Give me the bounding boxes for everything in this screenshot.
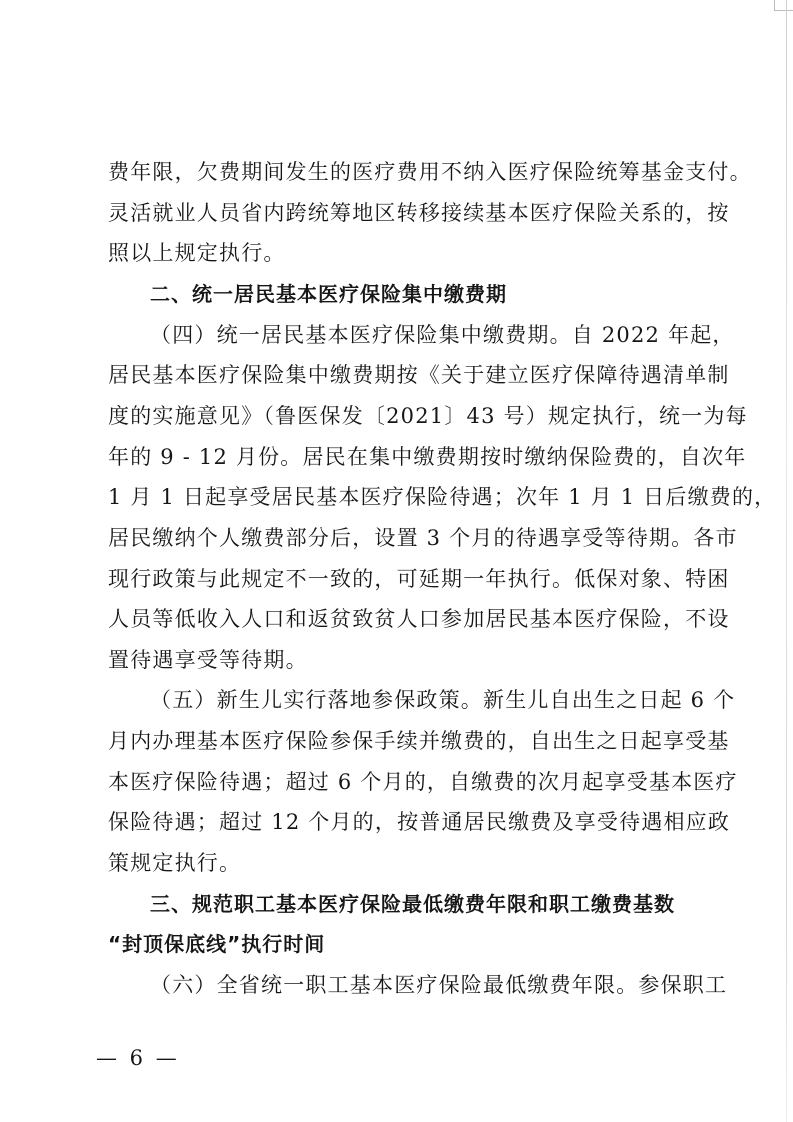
section-heading-3-cont: “封顶保底线”执行时间 xyxy=(108,932,326,956)
scan-corner-mark xyxy=(774,0,793,11)
body-line: 费年限，欠费期间发生的医疗费用不纳入医疗保险统筹基金支付。 xyxy=(108,160,752,184)
body-line: 灵活就业人员省内跨统筹地区转移接续基本医疗保险关系的，按 xyxy=(108,201,730,225)
scan-edge-line xyxy=(786,0,787,1122)
body-line: 居民缴纳个人缴费部分后，设置 3 个月的待遇享受等待期。各市 xyxy=(108,526,738,550)
paragraph-4-start: （四）统一居民基本医疗保险集中缴费期。自 2022 年起， xyxy=(150,323,735,347)
body-line: 置待遇享受等待期。 xyxy=(108,648,308,672)
section-heading-3: 三、规范职工基本医疗保险最低缴费年限和职工缴费基数 xyxy=(150,892,675,916)
page-number: — 6 — xyxy=(96,1046,180,1070)
body-line: 1 月 1 日起享受居民基本医疗保险待遇；次年 1 月 1 日后缴费的， xyxy=(108,485,777,509)
body-line: 策规定执行。 xyxy=(108,851,242,875)
body-line: 人员等低收入人口和返贫致贫人口参加居民基本医疗保险，不设 xyxy=(108,607,730,631)
body-line: 照以上规定执行。 xyxy=(108,241,286,265)
body-line: 保险待遇；超过 12 个月的，按普通居民缴费及享受待遇相应政 xyxy=(108,810,731,834)
body-line: 现行政策与此规定不一致的，可延期一年执行。低保对象、特困 xyxy=(108,567,730,591)
paragraph-5-start: （五）新生儿实行落地参保政策。新生儿自出生之日起 6 个 xyxy=(150,688,736,712)
paragraph-6-start: （六）全省统一职工基本医疗保险最低缴费年限。参保职工 xyxy=(150,973,728,997)
body-line: 本医疗保险待遇；超过 6 个月的，自缴费的次月起享受基本医疗 xyxy=(108,770,738,794)
body-line: 度的实施意见》（鲁医保发〔2021〕43 号）规定执行，统一为每 xyxy=(108,404,748,428)
body-line: 居民基本医疗保险集中缴费期按《关于建立医疗保障待遇清单制 xyxy=(108,363,730,387)
body-line: 年的 9 - 12 月份。居民在集中缴费期按时缴纳保险费的，自次年 xyxy=(108,445,747,469)
body-line: 月内办理基本医疗保险参保手续并缴费的，自出生之日起享受基 xyxy=(108,729,730,753)
section-heading-2: 二、统一居民基本医疗保险集中缴费期 xyxy=(150,282,507,306)
